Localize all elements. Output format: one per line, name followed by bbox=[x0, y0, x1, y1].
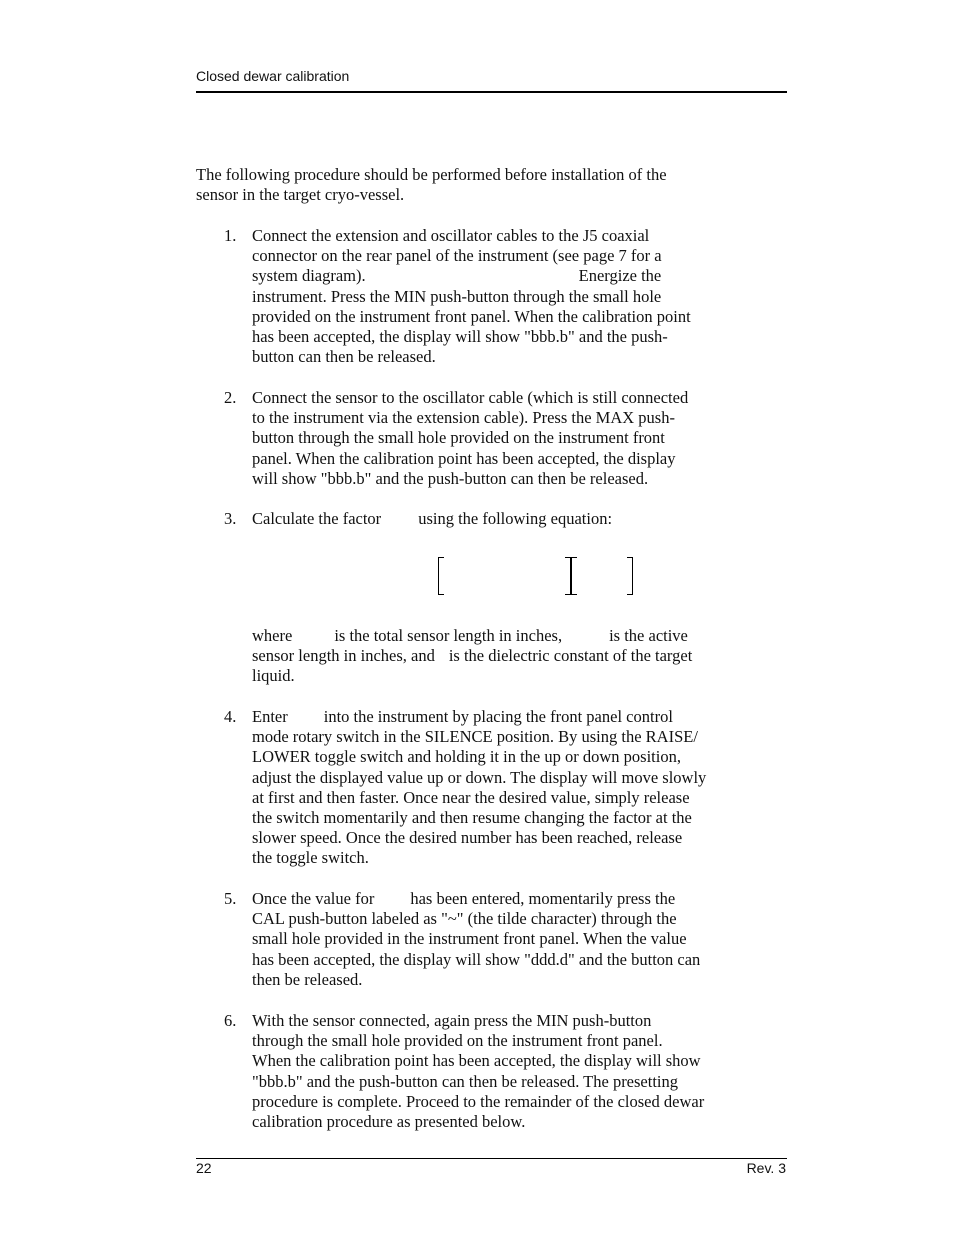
step-number: 4. bbox=[224, 707, 237, 726]
definition-text: where bbox=[252, 626, 293, 645]
step-line: "bbb.b" and the push-button can then be released. The presetting bbox=[252, 1071, 679, 1091]
step-text: Enter bbox=[252, 707, 288, 726]
revision-label: Rev. 3 bbox=[746, 1160, 786, 1176]
step-number: 3. bbox=[224, 509, 237, 528]
step-line: CAL push-button labeled as "~" (the tilde character) through the bbox=[252, 909, 677, 929]
step-line: When the calibration point has been accepted, the display will show bbox=[252, 1051, 701, 1071]
definition-line bbox=[252, 646, 792, 666]
definition-text: is the dielectric constant of the target bbox=[448, 646, 693, 666]
step-line: to the instrument via the extension cable). Press the MAX push- bbox=[252, 408, 675, 428]
step-line: connector on the rear panel of the instrument (see page 7 for a bbox=[252, 246, 662, 266]
footer-rule bbox=[196, 1158, 787, 1159]
equation-bracket-left bbox=[571, 557, 577, 595]
header-rule bbox=[196, 91, 787, 93]
step-line: button through the small hole provided on the instrument front bbox=[252, 428, 665, 448]
step-line: instrument. Press the MIN push-button through the small hole bbox=[252, 286, 662, 306]
step-text: Once the value for bbox=[252, 889, 375, 908]
step-line: will show "bbb.b" and the push-button can then be released. bbox=[252, 468, 649, 488]
step-line: Connect the extension and oscillator cables to the J5 coaxial bbox=[252, 226, 650, 245]
step-line: provided on the instrument front panel. When the calibration point bbox=[252, 306, 691, 326]
step-line bbox=[252, 707, 787, 727]
step-text: into the instrument by placing the front panel control bbox=[323, 707, 673, 726]
step-line: calibration procedure as presented below. bbox=[252, 1111, 526, 1131]
step-line: button can then be released. bbox=[252, 347, 436, 367]
step-line: has been accepted, the display will show "ddd.d" and the button can bbox=[252, 949, 701, 969]
step-text: using the following equation: bbox=[418, 509, 613, 528]
step-line bbox=[252, 889, 787, 909]
step-text: Energize the bbox=[578, 266, 662, 286]
step-number: 2. bbox=[224, 388, 237, 407]
step-line: at first and then faster. Once near the desired value, simply release bbox=[252, 787, 690, 807]
definition-text: is the active bbox=[609, 626, 688, 645]
page-number: 22 bbox=[196, 1160, 212, 1176]
equation-bracket-right bbox=[627, 557, 633, 595]
equation-bracket-left bbox=[438, 557, 444, 595]
step-line bbox=[252, 509, 787, 529]
step-number: 1. bbox=[224, 226, 237, 245]
definition-line bbox=[252, 626, 792, 646]
step-line bbox=[252, 266, 787, 286]
step-line: With the sensor connected, again press the MIN push-button bbox=[252, 1011, 652, 1030]
step-line: LOWER toggle switch and holding it in the up or down position, bbox=[252, 747, 681, 767]
step-line: slower speed. Once the desired number has been reached, release bbox=[252, 828, 683, 848]
step-line: mode rotary switch in the SILENCE position. By using the RAISE/ bbox=[252, 727, 698, 747]
intro-paragraph bbox=[196, 165, 786, 205]
step-line: Connect the sensor to the oscillator cable (which is still connected bbox=[252, 388, 689, 407]
step-line: through the small hole provided on the instrument front panel. bbox=[252, 1031, 663, 1051]
step-line: panel. When the calibration point has been accepted, the display bbox=[252, 448, 676, 468]
step-line: the switch momentarily and then resume changing the factor at the bbox=[252, 807, 692, 827]
step-line: has been accepted, the display will show "bbb.b" and the push- bbox=[252, 326, 668, 346]
step-number: 5. bbox=[224, 889, 237, 908]
step-number: 6. bbox=[224, 1011, 237, 1030]
step-line: small hole provided in the instrument front panel. When the value bbox=[252, 929, 687, 949]
running-header: Closed dewar calibration bbox=[196, 68, 350, 84]
intro-line: The following procedure should be performed before installation of the bbox=[196, 165, 667, 184]
definition-text: is the total sensor length in inches, bbox=[334, 626, 563, 645]
step-line: adjust the displayed value up or down. The display will move slowly bbox=[252, 767, 707, 787]
step-text: Calculate the factor bbox=[252, 509, 382, 528]
step-line: procedure is complete. Proceed to the remainder of the closed dewar bbox=[252, 1091, 705, 1111]
definition-line: liquid. bbox=[252, 666, 295, 686]
step-line: then be released. bbox=[252, 969, 363, 989]
intro-line: sensor in the target cryo-vessel. bbox=[196, 185, 405, 205]
step-line: the toggle switch. bbox=[252, 848, 369, 868]
step-text: system diagram). bbox=[252, 266, 366, 286]
equation-definitions bbox=[252, 626, 792, 687]
step-text: has been entered, momentarily press the bbox=[410, 889, 676, 908]
definition-text: sensor length in inches, and bbox=[252, 646, 435, 666]
